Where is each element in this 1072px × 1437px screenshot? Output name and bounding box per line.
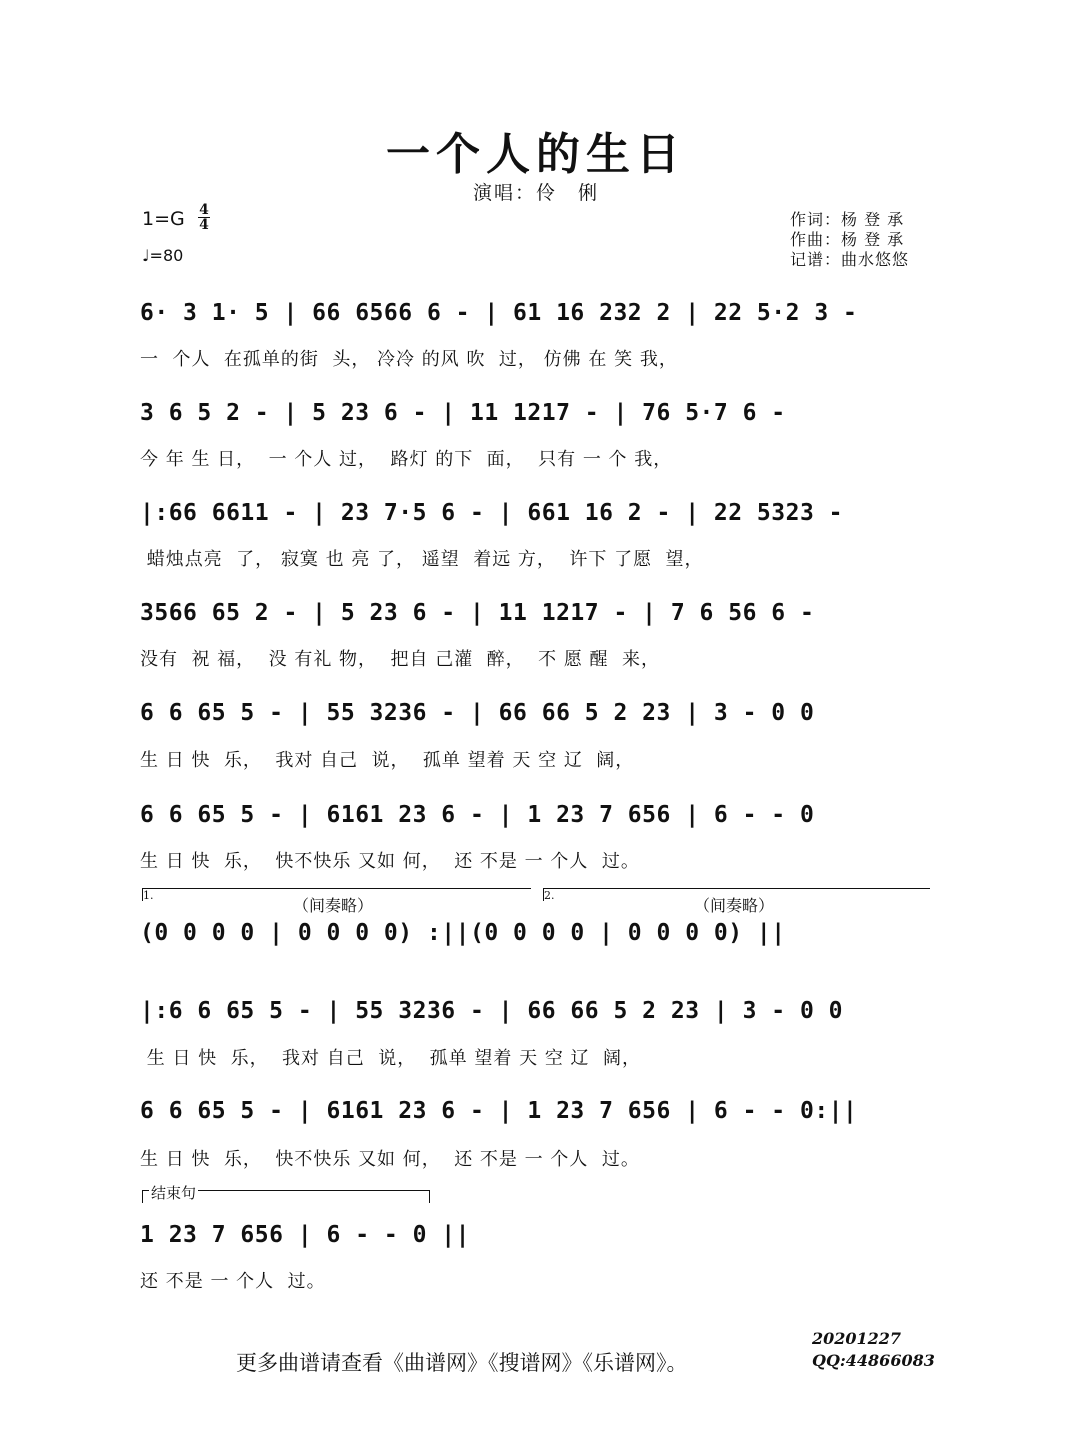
singer: 演唱：伶 俐	[472, 182, 599, 204]
coda-lyrics: 还 不是 一 个人 过。	[140, 1271, 326, 1292]
page-title: 一个人的生日	[386, 129, 686, 180]
score-line-7-notes: |:6 6 65 5 - | 55 3236 - | 66 66 5 2 23 | 3 - 0 0	[140, 998, 844, 1024]
interlude-notes: (0 0 0 0 | 0 0 0 0) :||(0 0 0 0 | 0 0 0 0) ||	[140, 920, 786, 946]
score-line-6-notes: 6 6 65 5 - | 6161 23 6 - | 1 23 7 656 | 6 - - 0	[140, 802, 815, 828]
second-ending-bracket	[543, 888, 930, 915]
score-line-4-notes: 3566 65 2 - | 5 23 6 - | 11 1217 - | 7 6 56 6 -	[140, 600, 815, 626]
time-top: 4	[199, 202, 209, 218]
score-line-8-lyrics: 生 日 快 乐， 快不快乐 又如 何， 还 不是 一 个人 过。	[140, 1149, 640, 1170]
score-line-6-lyrics: 生 日 快 乐， 快不快乐 又如 何， 还 不是 一 个人 过。	[140, 851, 640, 872]
coda-label: 结束句	[151, 1184, 197, 1202]
score-line-5-lyrics: 生 日 快 乐， 我对 自己 说， 孤单 望着 天 空 辽 阔，	[140, 750, 635, 771]
first-ending-bracket	[142, 888, 531, 915]
score-line-1-notes: 6· 3 1· 5 | 66 6566 6 - | 61 16 232 2 | 22 5·2 3 -	[140, 300, 858, 326]
credits	[790, 210, 909, 270]
score-line-3-notes: |:66 6611 - | 23 7·5 6 - | 661 16 2 - | 22 5323 -	[140, 500, 844, 526]
score-line-2-lyrics: 今 年 生 日， 一 个人 过， 路灯 的下 面， 只有 一 个 我，	[140, 449, 673, 470]
score-line-8-notes: 6 6 65 5 - | 6161 23 6 - | 1 23 7 656 | 6 - - 0:||	[140, 1098, 858, 1124]
footer-text: 更多曲谱请查看《曲谱网》《搜谱网》《乐谱网》。	[236, 1351, 688, 1375]
time-bottom: 4	[199, 217, 209, 233]
score-line-5-notes: 6 6 65 5 - | 55 3236 - | 66 66 5 2 23 | 3 - 0 0	[140, 700, 815, 726]
second-ending-interlude: （间奏略）	[694, 896, 775, 915]
lyricist: 作词：杨 登 承	[790, 210, 905, 229]
qq-number: QQ:44866083	[812, 1351, 935, 1370]
time-signature	[198, 203, 210, 232]
first-ending-interlude: （间奏略）	[293, 896, 374, 915]
transcriber: 记谱：曲水悠悠	[790, 250, 910, 269]
first-ending-number: 1.	[143, 889, 154, 902]
date-stamp	[812, 1328, 935, 1372]
tempo: ♩=80	[142, 246, 184, 265]
score-line-3-lyrics: 蜡烛点亮 了， 寂寞 也 亮 了， 遥望 着远 方， 许下 了愿 望，	[140, 549, 704, 570]
date: 20201227	[812, 1329, 902, 1348]
second-ending-number: 2.	[544, 889, 555, 902]
key-signature: 1=G	[142, 208, 185, 230]
score-line-1-lyrics: 一 个人 在孤单的街 头， 冷冷 的风 吹 过， 仿佛 在 笑 我，	[140, 349, 678, 370]
composer: 作曲：杨 登 承	[790, 230, 905, 249]
score-line-4-lyrics: 没有 祝 福， 没 有礼 物， 把自 己灌 醉， 不 愿 醒 来，	[140, 649, 660, 670]
score-line-2-notes: 3 6 5 2 - | 5 23 6 - | 11 1217 - | 76 5·7 6 -	[140, 400, 786, 426]
coda-bracket	[142, 1184, 430, 1203]
score-line-7-lyrics: 生 日 快 乐， 我对 自己 说， 孤单 望着 天 空 辽 阔，	[140, 1048, 641, 1069]
coda-notes: 1 23 7 656 | 6 - - 0 ||	[140, 1222, 470, 1248]
